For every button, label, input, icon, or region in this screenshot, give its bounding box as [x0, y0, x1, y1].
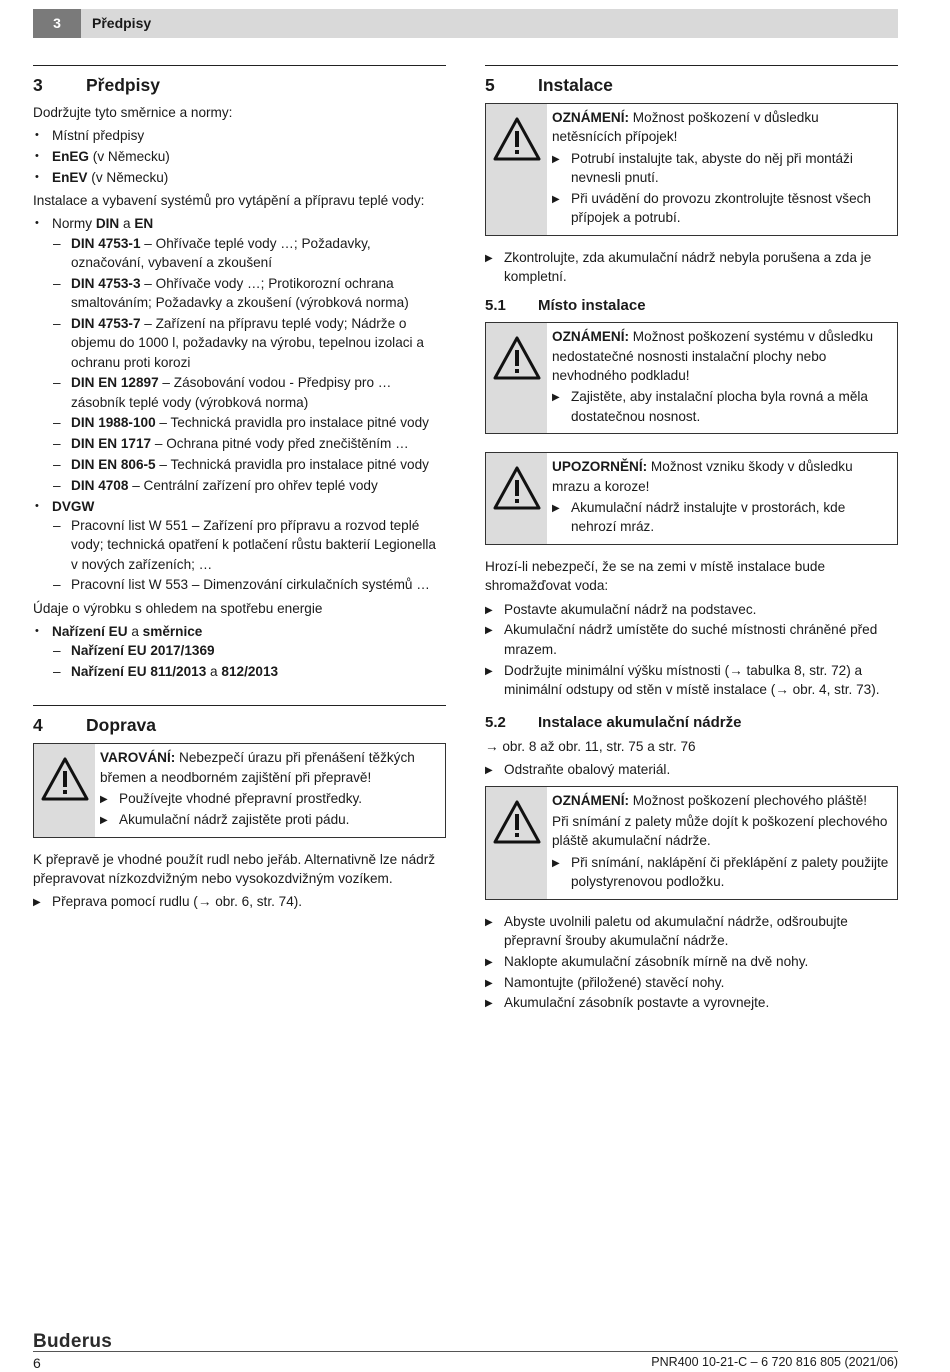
warning-text: VAROVÁNÍ: Nebezpečí úrazu při přenášení těžkých břemen a neodborném zajištění při přepravě!: [100, 750, 415, 785]
section-number: 4: [33, 715, 43, 736]
arrow-list: [552, 853, 891, 892]
section-5-1-heading: [485, 296, 898, 316]
paragraph: Údaje o výrobku s ohledem na spotřebu energie: [33, 600, 323, 616]
list-item: – DIN 4753-1 – Ohřívače teplé vody …; Požadavky, označování, vybavení a zkoušení: [52, 234, 446, 273]
list-item: – DIN 4708 – Centrální zařízení pro ohřev teplé vody: [52, 476, 446, 495]
notice-text: OZNÁMENÍ: Možnost poškození plechového pláště!: [552, 792, 868, 808]
list-item: ▶ Zajistěte, aby instalační plocha byla rovná a měla dostatečnou nosnost.: [552, 387, 891, 426]
page-number: 6: [33, 1355, 41, 1371]
warning-triangle-icon: [40, 756, 90, 802]
list-item: – Pracovní list W 553 – Dimenzování cirkulačních systémů …: [52, 575, 446, 594]
list-item: ▶ Naklopte akumulační zásobník mírně na dvě nohy.: [485, 952, 898, 971]
paragraph: Dodržujte tyto směrnice a normy:: [33, 105, 233, 120]
list-item: ▶ Odstraňte obalový materiál.: [485, 760, 898, 779]
caution-box: [485, 452, 898, 545]
list-item: ▶ Akumulační zásobník postavte a vyrovnejte.: [485, 993, 898, 1012]
list-item: ▶ Postavte akumulační nádrž na podstavec.: [485, 600, 898, 619]
arrow-list: [485, 600, 898, 699]
list-item: – DIN 4753-3 – Ohřívače vody …; Protikorozní ochrana smaltováním; Požadavky a zkoušení (výrobková norma): [52, 274, 446, 313]
notice-box: [485, 322, 898, 434]
dash-list: [52, 234, 446, 495]
list-item: ▶ Akumulační nádrž zajistěte proti pádu.: [100, 810, 439, 829]
list-item: – DIN EN 12897 – Zásobování vodou - Předpisy pro … zásobník teplé vody (výrobková norma): [52, 373, 446, 412]
section-number: 5: [485, 75, 495, 95]
list-item: – Nařízení EU 811/2013 a 812/2013: [52, 662, 446, 681]
section-4-heading: [33, 705, 446, 736]
section-title: Instalace akumulační nádrže: [538, 714, 742, 732]
warning-triangle-icon: [492, 799, 542, 845]
section-title: Instalace: [538, 75, 613, 95]
list-item: • Normy DIN a EN – DIN 4753-1 – Ohřívače teplé vody …; Požadavky, označování, vybavení a zkoušení – DIN 4753-3 – Ohřívače vody …; Protikorozní ochrana smaltováním; Požadavky a zkoušení (výrobková norma) – DIN 4753-7 – Zařízení na přípravu teplé vody; Nádrže o objemu do 1000 l, požadavky na výrobu, tepelnou izolaci a ochranu proti korozi – DIN EN 12897 – Zásobování vodou - Předpisy pro … zásobník teplé vody (výrobková norma) – DIN 1988-100 – Technická pravidla pro instalace pitné vody – DIN EN 1717 – Ochrana pitné vody před znečištěním … – DIN EN 806-5 – Technická pravidla pro instalace pitné vody – DIN 4708 – Centrální zařízení pro ohřev teplé vody: [33, 214, 446, 495]
list-item: ▶ Používejte vhodné přepravní prostředky.: [100, 789, 439, 808]
dash-list: [52, 516, 446, 595]
list-item: ▶ Akumulační nádrž umístěte do suché místnosti chráněné před mrazem.: [485, 620, 898, 659]
arrow-list: [485, 248, 898, 287]
list-item: • EnEG (v Německu): [33, 147, 446, 166]
right-column: [485, 65, 898, 1017]
header-chapter-title: Předpisy: [92, 15, 152, 31]
list-item: ▶ Potrubí instalujte tak, abyste do něj při montáži nevnesli pnutí.: [552, 149, 891, 188]
list-item: • Nařízení EU a směrnice – Nařízení EU 2017/1369 – Nařízení EU 811/2013 a 812/2013: [33, 622, 446, 681]
list-item: • DVGW – Pracovní list W 551 – Zařízení pro přípravu a rozvod teplé vody; technická opatření k potlačení růstu bakterií Legionella v nových zařízeních; … – Pracovní list W 553 – Dimenzování cirkulačních systémů …: [33, 497, 446, 595]
arrow-list: [100, 789, 439, 829]
section-number: 5.2: [485, 714, 506, 732]
list-item: – Pracovní list W 551 – Zařízení pro přípravu a rozvod teplé vody; technická opatření k potlačení růstu bakterií Legionella v nových zařízeních; …: [52, 516, 446, 574]
bullet-list: [33, 214, 446, 594]
left-column: [33, 65, 446, 915]
list-item: ▶ Abyste uvolnili paletu od akumulační nádrže, odšroubujte přepravní šrouby akumulační nádrže.: [485, 912, 898, 951]
paragraph: Hrozí-li nebezpečí, že se na zemi v místě instalace bude shromažďovat voda:: [485, 559, 826, 594]
list-item: • Místní předpisy: [33, 126, 446, 145]
section-title: Předpisy: [86, 75, 160, 95]
list-item: – DIN EN 806-5 – Technická pravidla pro instalace pitné vody: [52, 455, 446, 474]
document-id: PNR400 10-21-C – 6 720 816 805 (2021/06): [651, 1355, 898, 1369]
section-5-heading: [485, 65, 898, 96]
section-5-2-heading: [485, 713, 898, 733]
arrow-list: [552, 149, 891, 228]
paragraph: K přepravě je vhodné použít rudl nebo jeřáb. Alternativně lze nádrž přepravovat nízkozdvižným nebo vysokozdvižným vozíkem.: [33, 851, 436, 886]
section-title: Místo instalace: [538, 297, 646, 315]
brand-logo: Buderus: [33, 1331, 113, 1352]
list-item: ▶ Přeprava pomocí rudlu (→ obr. 6, str. 74).: [33, 892, 446, 911]
bullet-list: [33, 126, 446, 187]
list-item: ▶ Dodržujte minimální výšku místnosti (→ tabulka 8, str. 72) a minimální odstupy od stěn v místě instalace (→ obr. 4, str. 73).: [485, 661, 898, 700]
notice-text: Při snímání z palety může dojít k poškození plechového pláště akumulační nádrže.: [552, 814, 888, 849]
list-item: – DIN 1988-100 – Technická pravidla pro instalace pitné vody: [52, 413, 446, 432]
arrow-list: [485, 760, 898, 779]
warning-box: [33, 743, 446, 837]
bullet-list: [33, 622, 446, 681]
list-item: ▶ Při snímání, naklápění či překlápění z palety použijte polystyrenovou podložku.: [552, 853, 891, 892]
list-item: – DIN EN 1717 – Ochrana pitné vody před znečištěním …: [52, 434, 446, 453]
notice-box: [485, 103, 898, 236]
footer-divider: [33, 1351, 898, 1352]
list-item: • EnEV (v Německu): [33, 168, 446, 187]
list-item: – DIN 4753-7 – Zařízení na přípravu teplé vody; Nádrže o objemu do 1000 l, požadavky na výrobu, tepelnou izolaci a ochranu proti korozi: [52, 314, 446, 372]
list-item: ▶ Akumulační nádrž instalujte v prostorách, kde nehrozí mráz.: [552, 498, 891, 537]
section-3-heading: [33, 65, 446, 96]
notice-box: [485, 786, 898, 900]
arrow-list: [552, 387, 891, 426]
paragraph: Instalace a vybavení systémů pro vytápění a přípravu teplé vody:: [33, 193, 425, 209]
list-item: – Nařízení EU 2017/1369: [52, 641, 446, 660]
caution-text: UPOZORNĚNÍ: Možnost vzniku škody v důsledku mrazu a koroze!: [552, 459, 853, 494]
header-chapter-number: 3: [33, 9, 81, 38]
list-item: ▶ Při uvádění do provozu zkontrolujte těsnost všech přípojek a potrubí.: [552, 189, 891, 228]
section-number: 5.1: [485, 297, 506, 315]
notice-text: OZNÁMENÍ: Možnost poškození v důsledku netěsnících přípojek!: [552, 110, 819, 145]
list-item: ▶ Zkontrolujte, zda akumulační nádrž nebyla porušena a zda je kompletní.: [485, 248, 898, 287]
arrow-list: [485, 912, 898, 1013]
arrow-list: [33, 892, 446, 911]
arrow-list: [552, 498, 891, 537]
list-item: ▶ Namontujte (přiložené) stavěcí nohy.: [485, 973, 898, 992]
dash-list: [52, 641, 446, 681]
warning-triangle-icon: [492, 335, 542, 381]
warning-triangle-icon: [492, 465, 542, 511]
section-number: 3: [33, 75, 43, 95]
notice-text: OZNÁMENÍ: Možnost poškození systému v důsledku nedostatečné nosnosti instalační plochy nebo nevhodného podkladu!: [552, 329, 874, 383]
section-title: Doprava: [86, 715, 157, 736]
figure-reference: → obr. 8 až obr. 11, str. 75 a str. 76: [485, 739, 696, 755]
warning-triangle-icon: [492, 116, 542, 162]
page-header: [33, 9, 898, 38]
